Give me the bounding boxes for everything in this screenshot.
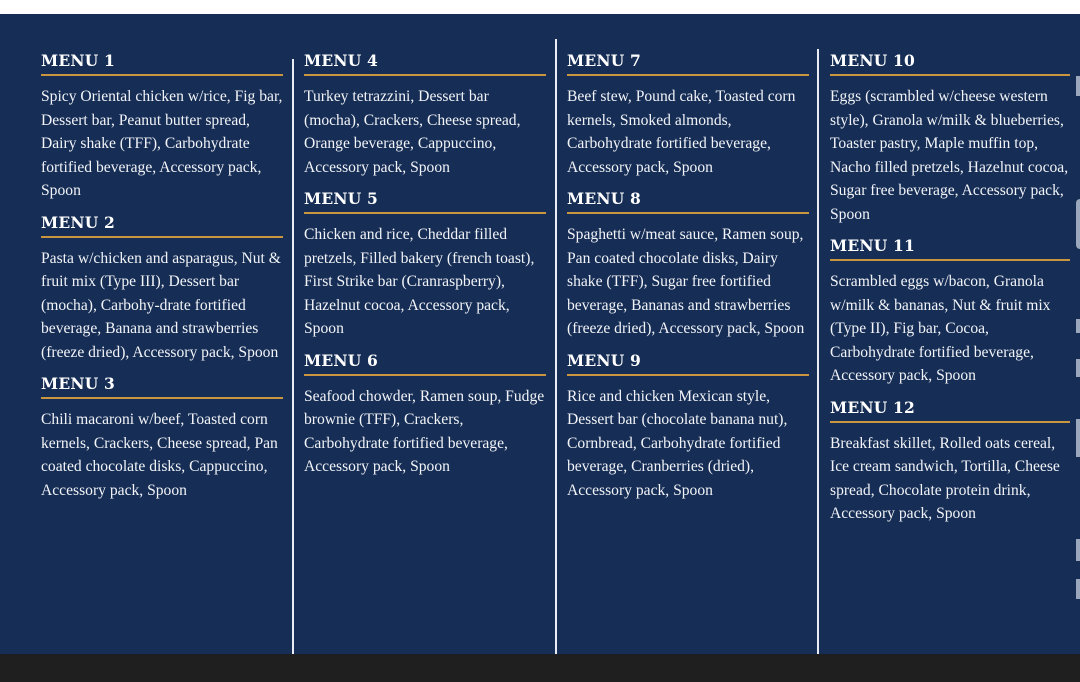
column-divider bbox=[817, 49, 819, 654]
column-divider bbox=[292, 59, 294, 654]
menu-card-8 bbox=[567, 189, 809, 341]
menu-items: Rice and chicken Mexican style, Dessert bar (chocolate banana nut), Cornbread, Carbohydrate fortified beverage, Cranberries (dried), Accessory pack, Spoon bbox=[567, 387, 788, 499]
edge-mark bbox=[1076, 199, 1080, 249]
menu-items: Spaghetti w/meat sauce, Ramen soup, Pan coated chocolate disks, Dairy shake (TFF), Sugar free fortified beverage, Bananas and strawberries (freeze dried), Accessory pack, Spoon bbox=[567, 226, 805, 337]
menu-card-10 bbox=[830, 51, 1070, 226]
menu-items: Pasta w/chicken and asparagus, Nut & fruit mix (Type III), Dessert bar (mocha), Carbohy-drate fortified beverage, Banana and strawberries (freeze dried), Accessory pack, Spoon bbox=[41, 249, 281, 361]
menu-card-9 bbox=[567, 351, 809, 503]
menu-title: MENU 7 bbox=[567, 51, 809, 76]
edge-mark bbox=[1076, 319, 1080, 333]
menu-column-1 bbox=[41, 51, 283, 512]
menu-items: Chili macaroni w/beef, Toasted corn kernels, Crackers, Cheese spread, Pan coated chocolate disks, Cappuccino, Accessory pack, Spoon bbox=[41, 411, 278, 499]
menu-items: Spicy Oriental chicken w/rice, Fig bar, Dessert bar, Peanut butter spread, Dairy shake (TFF), Carbohydrate fortified beverage, Accessory pack, Spoon bbox=[41, 88, 283, 199]
menu-items: Beef stew, Pound cake, Toasted corn kernels, Smoked almonds, Carbohydrate fortified beverage, Accessory pack, Spoon bbox=[567, 88, 796, 176]
menu-title: MENU 3 bbox=[41, 374, 283, 399]
menu-card-1 bbox=[41, 51, 283, 203]
menu-card-7 bbox=[567, 51, 809, 179]
menu-panel bbox=[0, 14, 1080, 654]
menu-items: Seafood chowder, Ramen soup, Fudge brownie (TFF), Crackers, Carbohydrate fortified beverage, Accessory pack, Spoon bbox=[304, 387, 545, 475]
menu-card-3 bbox=[41, 374, 283, 502]
menu-items: Eggs (scrambled w/cheese western style), Granola w/milk & blueberries, Toaster pastry, Maple muffin top, Nacho filled pretzels, Hazelnut cocoa, Sugar free beverage, Accessory pack, Spoon bbox=[830, 88, 1069, 223]
menu-title: MENU 11 bbox=[830, 236, 1070, 261]
menu-items: Chicken and rice, Cheddar filled pretzels, Filled bakery (french toast), First Strike bar (Cranraspberry), Hazelnut cocoa, Accessory pack, Spoon bbox=[304, 226, 535, 337]
menu-title: MENU 10 bbox=[830, 51, 1070, 76]
edge-mark bbox=[1076, 579, 1080, 599]
menu-title: MENU 9 bbox=[567, 351, 809, 376]
menu-items: Turkey tetrazzini, Dessert bar (mocha), Crackers, Cheese spread, Orange beverage, Cappuccino, Accessory pack, Spoon bbox=[304, 88, 521, 176]
menu-column-4 bbox=[830, 51, 1070, 536]
menu-title: MENU 1 bbox=[41, 51, 283, 76]
menu-title: MENU 12 bbox=[830, 398, 1070, 423]
column-divider bbox=[555, 39, 557, 654]
menu-title: MENU 2 bbox=[41, 213, 283, 238]
bottom-bar bbox=[0, 654, 1080, 682]
menu-title: MENU 4 bbox=[304, 51, 546, 76]
menu-title: MENU 8 bbox=[567, 189, 809, 214]
edge-mark bbox=[1076, 419, 1080, 457]
edge-mark bbox=[1076, 76, 1080, 96]
menu-card-4 bbox=[304, 51, 546, 179]
menu-column-3 bbox=[567, 51, 809, 512]
menu-card-5 bbox=[304, 189, 546, 341]
menu-column-2 bbox=[304, 51, 546, 489]
menu-card-6 bbox=[304, 351, 546, 479]
menu-card-12 bbox=[830, 398, 1070, 526]
menu-title: MENU 5 bbox=[304, 189, 546, 214]
menu-card-11 bbox=[830, 236, 1070, 388]
menu-card-2 bbox=[41, 213, 283, 365]
menu-items: Breakfast skillet, Rolled oats cereal, Ice cream sandwich, Tortilla, Cheese spread, Chocolate protein drink, Accessory pack, Spoon bbox=[830, 434, 1060, 522]
menu-title: MENU 6 bbox=[304, 351, 546, 376]
edge-mark bbox=[1076, 539, 1080, 561]
menu-items: Scrambled eggs w/bacon, Granola w/milk & bananas, Nut & fruit mix (Type II), Fig bar, Cocoa, Carbohydrate fortified beverage, Accessory pack, Spoon bbox=[830, 273, 1051, 384]
edge-mark bbox=[1076, 359, 1080, 377]
